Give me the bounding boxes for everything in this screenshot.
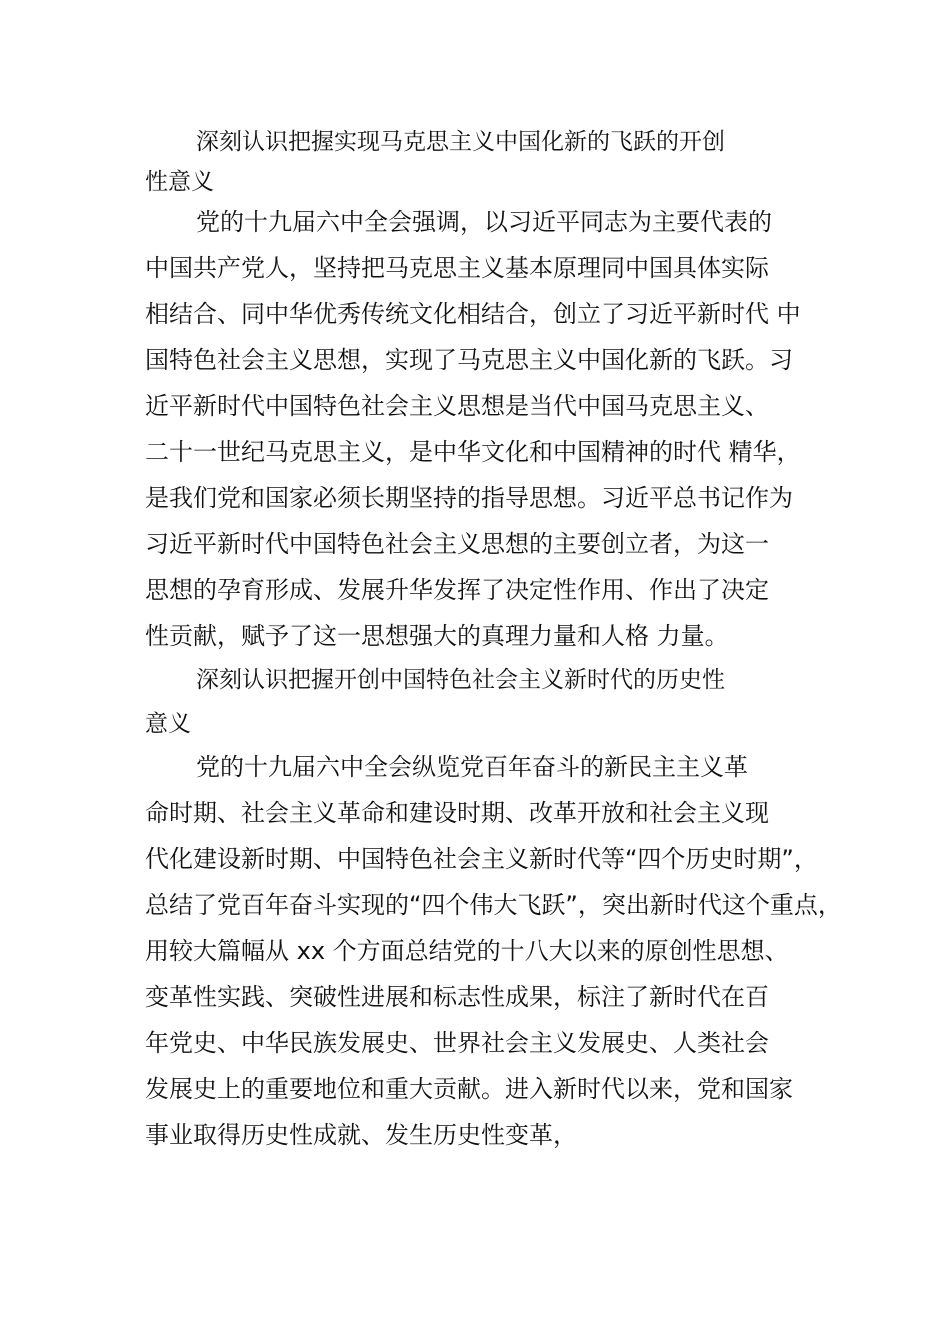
section-2-heading-line-1: 深刻认识把握开创中国特色社会主义新时代的历史性 xyxy=(196,667,725,693)
section-2-paragraph-line-8: 发展史上的重要地位和重大贡献。进入新时代以来，党和国家 xyxy=(145,1075,793,1103)
section-1-paragraph-line-4: 国特色社会主义思想，实现了马克思主义中国化新的飞跃。习 xyxy=(145,346,793,374)
section-1-paragraph-line-1: 党的十九届六中全会强调，以习近平同志为主要代表的 xyxy=(196,208,772,236)
section-2-paragraph-line-5: 用较大篇幅从 xx 个方面总结党的十八大以来的原创性思想、 xyxy=(145,937,789,965)
section-1-paragraph-line-5: 近平新时代中国特色社会主义思想是当代中国马克思主义、 xyxy=(145,392,769,420)
section-2-heading-line-2: 意义 xyxy=(145,711,191,737)
section-2-paragraph-line-7: 年党史、中华民族发展史、世界社会主义发展史、人类社会 xyxy=(145,1029,769,1057)
section-1-paragraph-line-8: 习近平新时代中国特色社会主义思想的主要创立者，为这一 xyxy=(145,530,769,558)
section-1-heading-line-2: 性意义 xyxy=(145,169,214,195)
section-1-paragraph-line-7: 是我们党和国家必须长期坚持的指导思想。习近平总书记作为 xyxy=(145,484,793,512)
section-1-paragraph-line-2: 中国共产党人，坚持把马克思主义基本原理同中国具体实际 xyxy=(145,254,769,282)
section-2-paragraph-line-1: 党的十九届六中全会纵览党百年奋斗的新民主主义革 xyxy=(196,753,748,781)
section-2-paragraph-line-6: 变革性实践、突破性进展和标志性成果，标注了新时代在百 xyxy=(145,983,769,1011)
section-2-paragraph-line-2: 命时期、社会主义革命和建设时期、改革开放和社会主义现 xyxy=(145,799,769,827)
section-1-paragraph-line-10: 性贡献，赋予了这一思想强大的真理力量和人格 力量。 xyxy=(145,622,729,650)
section-1-paragraph-line-3: 相结合、同中华优秀传统文化相结合，创立了习近平新时代 中 xyxy=(145,300,801,328)
section-1-heading-line-1: 深刻认识把握实现马克思主义中国化新的飞跃的开创 xyxy=(196,129,725,155)
section-1-paragraph-line-6: 二十一世纪马克思主义，是中华文化和中国精神的时代 精华， xyxy=(145,438,801,466)
section-2-paragraph-line-3: 代化建设新时期、中国特色社会主义新时代等“四个历史时期”， xyxy=(145,845,818,873)
section-2-paragraph-line-9: 事业取得历史性成就、发生历史性变革， xyxy=(145,1121,577,1149)
section-1-paragraph-line-9: 思想的孕育形成、发展升华发挥了决定性作用、作出了决定 xyxy=(145,576,769,604)
section-2-paragraph-line-4: 总结了党百年奋斗实现的“四个伟大飞跃”，突出新时代这个重点， xyxy=(145,891,842,919)
